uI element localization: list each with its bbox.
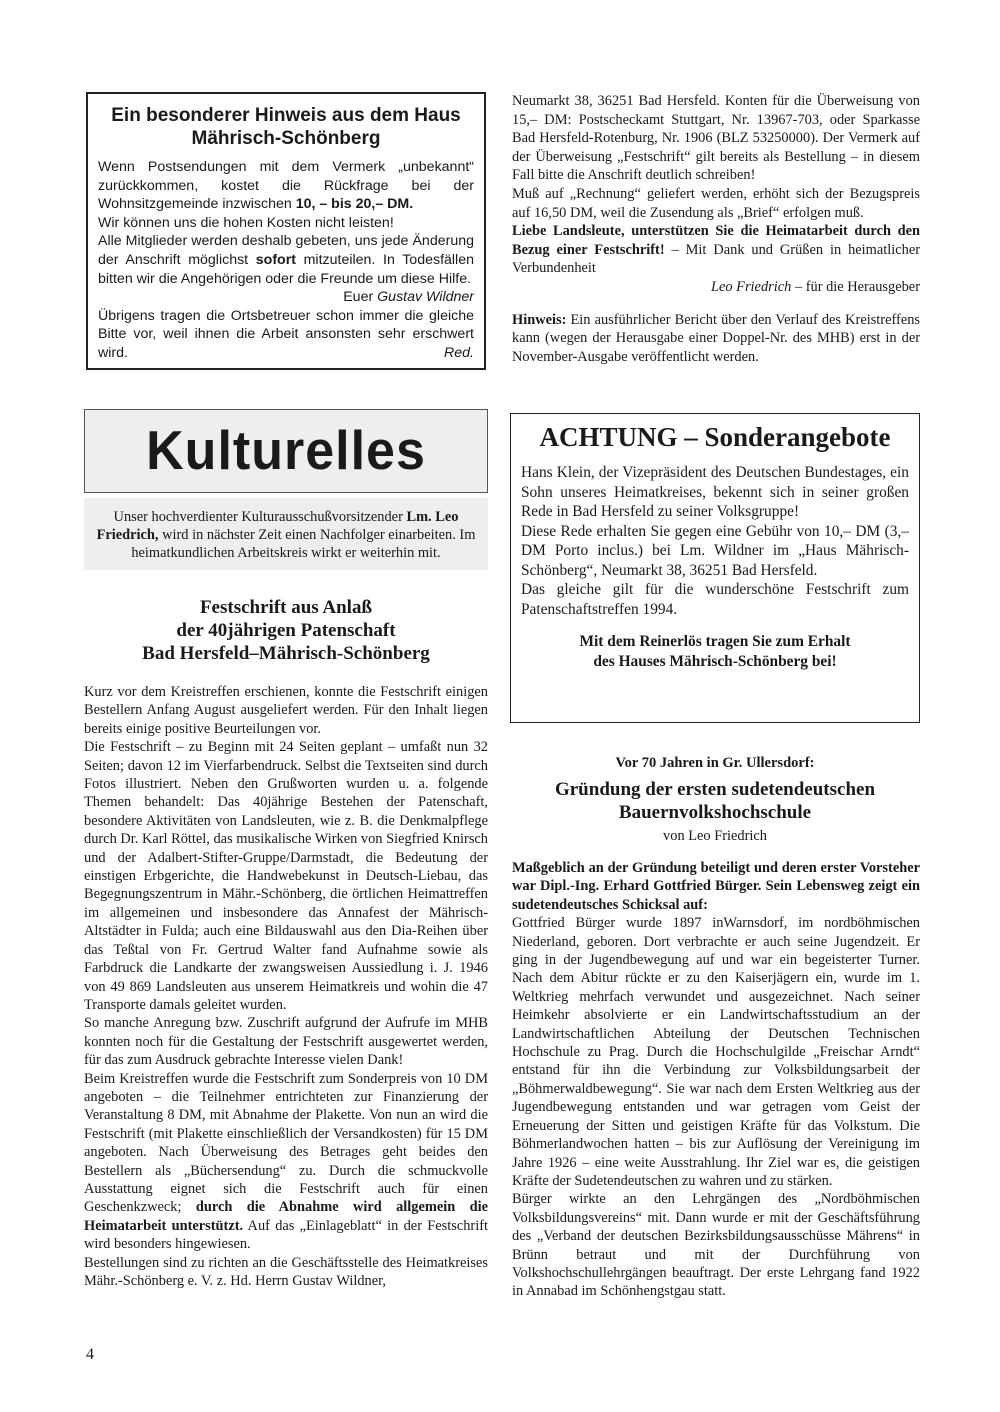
notice-red: Red. — [444, 344, 474, 361]
article-title — [510, 778, 920, 824]
festschrift-heading — [84, 596, 488, 665]
heading-line: Bad Hersfeld–Mährisch-Schönberg — [142, 643, 430, 664]
page-number: 4 — [86, 1346, 94, 1363]
paragraph: Die Festschrift – zu Beginn mit 24 Seiten geplant – umfaßt nun 32 Seiten; davon 12 im Vierfarbendruck. Selbst die Textseiten sind durch Fotos illustriert. Neben den Grußworten wurden u. a. folgende Themen behandelt: Das 40jährige Bestehen der Patenschaft, besondere Aktivitäten von Landsleuten, wie z. B. die Denkmalpflege durch Dr. Karl Röttel, das musikalische Wirken von Siegfried Knirsch und der Adalbert-Stifter-Gruppe/Darmstadt, die Bedeutung der einstigen Erbgerichte, die Handwebekunst in Deutsch-Liebau, das Begegnungszentrum in Mähr.-Schönberg, die örtlichen Heimattreffen im allgemeinen und insbesondere das Annafest der Mährisch-Altstädter in Fulda; auch eine Bildauswahl aus den Dia-Reihen über das Teßtal von Fr. Gertrud Walter fand Aufnahme sowie als Farbdruck die Landkarte der zwangsweisen Aussiedlung i. J. 1946 von 49 869 Landsleuten aus unserem Heimatkreis und wohin die 47 Transporte damals geleitet wurden. — [84, 739, 489, 1013]
order-info: Neumarkt 38, 36251 Bad Hersfeld. Konten für die Überweisung von 15,– DM: Postscheckamt Stuttgart, Nr. 13967-703, oder Sparkasse Bad Hersfeld-Rotenburg, Nr. 1906 (BLZ 53250000). Der Vermerk auf der Überweisung „Festschrift“ gilt bereits als Bestellung – in diesem Fall bitte die Anschrift deutlich schreiben! — [512, 93, 920, 184]
notice-emphasis: sofort — [255, 251, 296, 268]
right-top-column — [512, 92, 920, 366]
kulturelles-intro — [84, 498, 488, 570]
article-kicker: Vor 70 Jahren in Gr. Ullersdorf: — [615, 755, 815, 771]
signature-prefix: Euer — [343, 289, 378, 306]
notice-body — [98, 158, 474, 363]
signature-name: Gustav Wildner — [377, 289, 474, 306]
achtung-bold — [521, 632, 909, 671]
invoice-info: Muß auf „Rechnung“ geliefert werden, erhöht sich der Bezugspreis auf 16,50 DM, weil die Zusendung als „Brief“ erfolgen muß. — [512, 185, 920, 221]
appeal-bold: Liebe Landsleute, unterstützen Sie die Heimatarbeit durch den Bezug einer Festschrift! — [512, 223, 920, 258]
paragraph-text: Beim Kreistreffen wurde die Festschrift zum Sonderpreis von 10 DM angeboten – die Teilnehmer entrichteten zur Finanzierung der Veranstaltung 8 DM, mit Abnahme der Plakette. Von nun an wird die Festschrift (mit Plakette einschließlich der Versandkosten) für 15 DM angeboten. Nach Überweisung des Betrages geht beides den Bestellern als „Büchersendung“ zu. Durch die schmuckvolle Ausstattung eignet sich die Festschrift auch für einen Geschenkzweck; — [84, 1070, 488, 1216]
notice-paragraph — [98, 307, 474, 363]
notice-paragraph — [98, 232, 474, 306]
kulturelles-title: Kulturelles — [146, 420, 426, 482]
hinweis — [512, 311, 920, 367]
intro-text: Unser hochverdienter Kulturausschußvorsitzender — [113, 509, 407, 525]
notice-price: 10, – bis 20,– DM. — [295, 196, 414, 213]
notice-text: Wenn Postsendungen mit dem Vermerk „unbekannt“ zurückkommen, kostet die Rückfrage bei der Wohnsitzgemeinde inzwischen — [98, 159, 474, 213]
kulturelles-banner — [84, 409, 488, 493]
notice-paragraph: Wir können uns die hohen Kosten nicht leisten! — [98, 214, 394, 231]
paragraph: Gottfried Bürger wurde 1897 inWarnsdorf, im nordböhmischen Niederland, geboren. Dort verbrachte er auch seine Jugendzeit. Er ging in der Jugendbewegung auf und war ein begeisterter Turner. Nach dem Abitur rückte er zu den Kaiserjägern ein, wurde im 1. Weltkrieg mehrfach verwundet und ausgezeichnet. Nach seiner Heimkehr absolvierte er ein Landwirtschaftsstudium an der Landwirtschaftlichen Abteilung der Deutschen Technischen Hochschule zu Prag. Durch die Hochschulgilde „Freischar Arndt“ entstand für ihn die Verbindung zur Volksbildungsarbeit der „Böhmerwaldbewegung“. Sie war nach dem Ersten Weltkrieg aus der Jugendbewegung entstanden und war getragen vom Geist der Erneuerung der Sitten und geistigen Kräfte für das Volkstum. Die Böhmerlandwochen hatten – bis zur Auflösung der Vereinigung im Jahre 1926 – eine weite Ausstrahlung. Ihr Ziel war es, die geistigen Kräfte der Sudetendeutschen zu wahren und zu stärken. — [512, 915, 920, 1189]
paragraph: Bestellungen sind zu richten an die Geschäftsstelle des Heimatkreises Mähr.-Schönberg e. V. z. Hd. Herrn Gustav Wildner, — [84, 1254, 488, 1289]
hinweis-label: Hinweis: — [512, 311, 567, 328]
notice-text: Übrigens tragen die Ortsbetreuer schon immer die gleiche Bitte vor, weil ihnen die Arbeit ansonsten sehr erschwert wird. — [98, 307, 474, 361]
paragraph-bold: durch die Abnahme wird allgemein die Heimatarbeit unterstützt. — [84, 1199, 488, 1234]
achtung-box — [510, 413, 920, 723]
title-line: Gründung der ersten sudetendeutschen — [554, 779, 876, 800]
paragraph-text: Auf das „Einlageblatt“ in der Festschrift wird besonders hingewiesen. — [84, 1217, 488, 1253]
appeal-signature — [512, 278, 920, 297]
appeal — [512, 222, 920, 278]
article-byline: von Leo Friedrich — [663, 828, 767, 844]
bold-line: des Hauses Mährisch-Schönberg bei! — [593, 652, 837, 670]
paragraph: Bürger wirkte an den Lehrgängen des „Nordböhmischen Volksbildungsvereins“ mit. Dann wurde er mit der Geschäftsführung des „Verband der deutschen Bezirksbildungsausschüsse Mährens“ in Brünn betraut und mit der Durchführung von Volkshochschullehrgängen beauftragt. Der erste Lehrgang fand 1922 in Annabad im Schönhengstgau statt. — [512, 1191, 920, 1300]
notice-text: mitzuteilen. In Todesfällen bitten wir die Angehörigen oder die Freunde um diese Hilfe. — [98, 251, 474, 287]
title-line: Bauernvolkshochschule — [618, 802, 812, 823]
intro-name: Lm. Leo Friedrich, — [96, 509, 459, 543]
signature-name: Leo Friedrich — [710, 278, 792, 295]
paragraph: So manche Anregung bzw. Zuschrift aufgrund der Aufrufe im MHB konnten noch für die Gestaltung der Festschrift ausgewertet werden, für das zum Ausdruck gebrachte Interesse vielen Dank! — [84, 1015, 488, 1069]
notice-text: Alle Mitglieder werden deshalb gebeten, uns jede Änderung der Anschrift möglichst — [98, 233, 474, 268]
paragraph: Das gleiche gilt für die wunderschöne Festschrift zum Patenschaftstreffen 1994. — [521, 581, 909, 618]
article-body — [512, 859, 920, 1301]
heading-line: Festschrift aus Anlaß — [199, 597, 373, 618]
notice-signature — [343, 288, 474, 307]
notice-paragraph — [98, 158, 474, 214]
bold-line: Mit dem Reinerlös tragen Sie zum Erhalt — [579, 633, 851, 650]
paragraph: Diese Rede erhalten Sie gegen eine Gebühr von 10,– DM (3,– DM Porto inclus.) bei Lm. Wildner im „Haus Mährisch-Schönberg“, Neumarkt 38, 36251 Bad Hersfeld. — [521, 522, 909, 579]
notice-title: Ein besonderer Hinweis aus dem Haus Mährisch-Schönberg — [111, 105, 461, 149]
achtung-title: ACHTUNG – Sonderangebote — [539, 422, 891, 452]
article-lead: Maßgeblich an der Gründung beteiligt und deren erster Vorsteher war Dipl.-Ing. Erhard Gottfried Bürger. Sein Lebensweg zeigt ein sudetendeutsches Schicksal auf: — [512, 860, 920, 913]
hinweis-text: Ein ausführlicher Bericht über den Verlauf des Kreistreffens kann (wegen der Herausgabe einer Doppel-Nr. des MHB) erst in der November-Ausgabe veröffentlicht werden. — [512, 311, 920, 365]
heading-line: der 40jährigen Patenschaft — [176, 620, 396, 641]
intro-text: wird in nächster Zeit einen Nachfolger einarbeiten. Im heimatkundlichen Arbeitskreis wirkt er weiterhin mit. — [131, 527, 476, 561]
achtung-body — [521, 463, 909, 619]
notice-box — [86, 92, 486, 370]
paragraph — [84, 1070, 488, 1254]
festschrift-body — [84, 683, 488, 1290]
paragraph: Hans Klein, der Vizepräsident des Deutschen Bundestages, ein Sohn unseres Heimatkreises, bekennt sich in seiner großen Rede in Bad Hersfeld zu seiner Volksgruppe! — [521, 464, 909, 520]
paragraph: Kurz vor dem Kreistreffen erschienen, konnte die Festschrift einigen Bestellern Anfang August ausgeliefert werden. Für den Inhalt liegen bereits einige positive Beurteilungen vor. — [84, 684, 488, 737]
appeal-text: – Mit Dank und Grüßen in heimatlicher Verbundenheit — [512, 241, 920, 277]
signature-role: – für die Herausgeber — [791, 278, 920, 295]
